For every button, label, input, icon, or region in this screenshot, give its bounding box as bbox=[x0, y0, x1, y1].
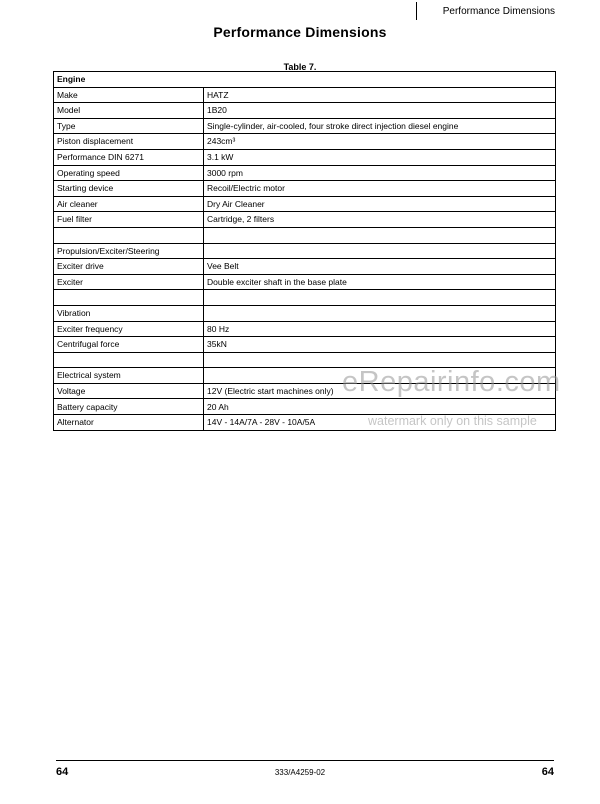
table-row bbox=[54, 274, 556, 290]
spec-label: Model bbox=[54, 103, 204, 119]
spec-value: 1B20 bbox=[204, 103, 556, 119]
spec-label: Fuel filter bbox=[54, 212, 204, 228]
watermark-brand: eRepairinfo.com bbox=[342, 366, 561, 398]
spec-label: Operating speed bbox=[54, 165, 204, 181]
running-header: Performance Dimensions bbox=[442, 6, 555, 17]
table-row bbox=[54, 212, 556, 228]
page-number-right: 64 bbox=[541, 766, 554, 778]
table-spacer-row bbox=[54, 290, 556, 306]
spec-label: Piston displacement bbox=[54, 134, 204, 150]
table-row bbox=[54, 165, 556, 181]
spec-value bbox=[204, 290, 556, 306]
table-row bbox=[54, 399, 556, 415]
spec-label: Electrical system bbox=[54, 368, 204, 384]
spec-label: Propulsion/Exciter/Steering bbox=[54, 243, 204, 259]
spec-label: Vibration bbox=[54, 305, 204, 321]
spec-label bbox=[54, 227, 204, 243]
spec-label: Centrifugal force bbox=[54, 337, 204, 353]
table-row bbox=[54, 149, 556, 165]
spec-value: 12V (Electric start machines only) bbox=[204, 383, 556, 399]
spec-value: 3.1 kW bbox=[204, 149, 556, 165]
table-section-row bbox=[54, 72, 556, 88]
table-row bbox=[54, 259, 556, 275]
table-row bbox=[54, 243, 556, 259]
spec-label: Air cleaner bbox=[54, 196, 204, 212]
table-row bbox=[54, 134, 556, 150]
spec-label: Type bbox=[54, 118, 204, 134]
table-row bbox=[54, 103, 556, 119]
spec-value: Recoil/Electric motor bbox=[204, 181, 556, 197]
spec-label bbox=[54, 290, 204, 306]
spec-value: Single-cylinder, air-cooled, four stroke direct injection diesel engine bbox=[204, 118, 556, 134]
spec-label: Exciter frequency bbox=[54, 321, 204, 337]
spec-label: Performance DIN 6271 bbox=[54, 149, 204, 165]
document-code: 333/A4259-02 bbox=[274, 768, 326, 777]
spec-value bbox=[204, 305, 556, 321]
header-divider bbox=[416, 2, 417, 20]
table-spacer-row bbox=[54, 227, 556, 243]
footer-divider bbox=[56, 760, 554, 761]
spec-value: HATZ bbox=[204, 87, 556, 103]
spec-label: Exciter bbox=[54, 274, 204, 290]
watermark-note: watermark only on this sample bbox=[368, 414, 537, 428]
table-row bbox=[54, 87, 556, 103]
spec-label: Battery capacity bbox=[54, 399, 204, 415]
spec-label: Make bbox=[54, 87, 204, 103]
spec-label: Alternator bbox=[54, 415, 204, 431]
spec-value: 35kN bbox=[204, 337, 556, 353]
table-row bbox=[54, 305, 556, 321]
section-heading: Engine bbox=[54, 72, 556, 88]
spec-value: 243cm³ bbox=[204, 134, 556, 150]
spec-value: Cartridge, 2 filters bbox=[204, 212, 556, 228]
spec-value: 14V - 14A/7A - 28V - 10A/5A bbox=[204, 415, 556, 431]
table-row bbox=[54, 321, 556, 337]
table-row bbox=[54, 196, 556, 212]
spec-label: Voltage bbox=[54, 383, 204, 399]
table-caption: Table 7. bbox=[283, 62, 317, 72]
spec-label: Exciter drive bbox=[54, 259, 204, 275]
spec-value: 80 Hz bbox=[204, 321, 556, 337]
page-number-left: 64 bbox=[56, 766, 69, 778]
spec-value: 3000 rpm bbox=[204, 165, 556, 181]
spec-label bbox=[54, 352, 204, 368]
spec-value: Dry Air Cleaner bbox=[204, 196, 556, 212]
spec-value: Vee Belt bbox=[204, 259, 556, 275]
spec-label: Starting device bbox=[54, 181, 204, 197]
spec-value bbox=[204, 227, 556, 243]
table-row bbox=[54, 118, 556, 134]
table-row bbox=[54, 181, 556, 197]
spec-value: 20 Ah bbox=[204, 399, 556, 415]
spec-value bbox=[204, 243, 556, 259]
spec-value: Double exciter shaft in the base plate bbox=[204, 274, 556, 290]
table-row bbox=[54, 337, 556, 353]
page-title: Performance Dimensions bbox=[213, 24, 387, 40]
